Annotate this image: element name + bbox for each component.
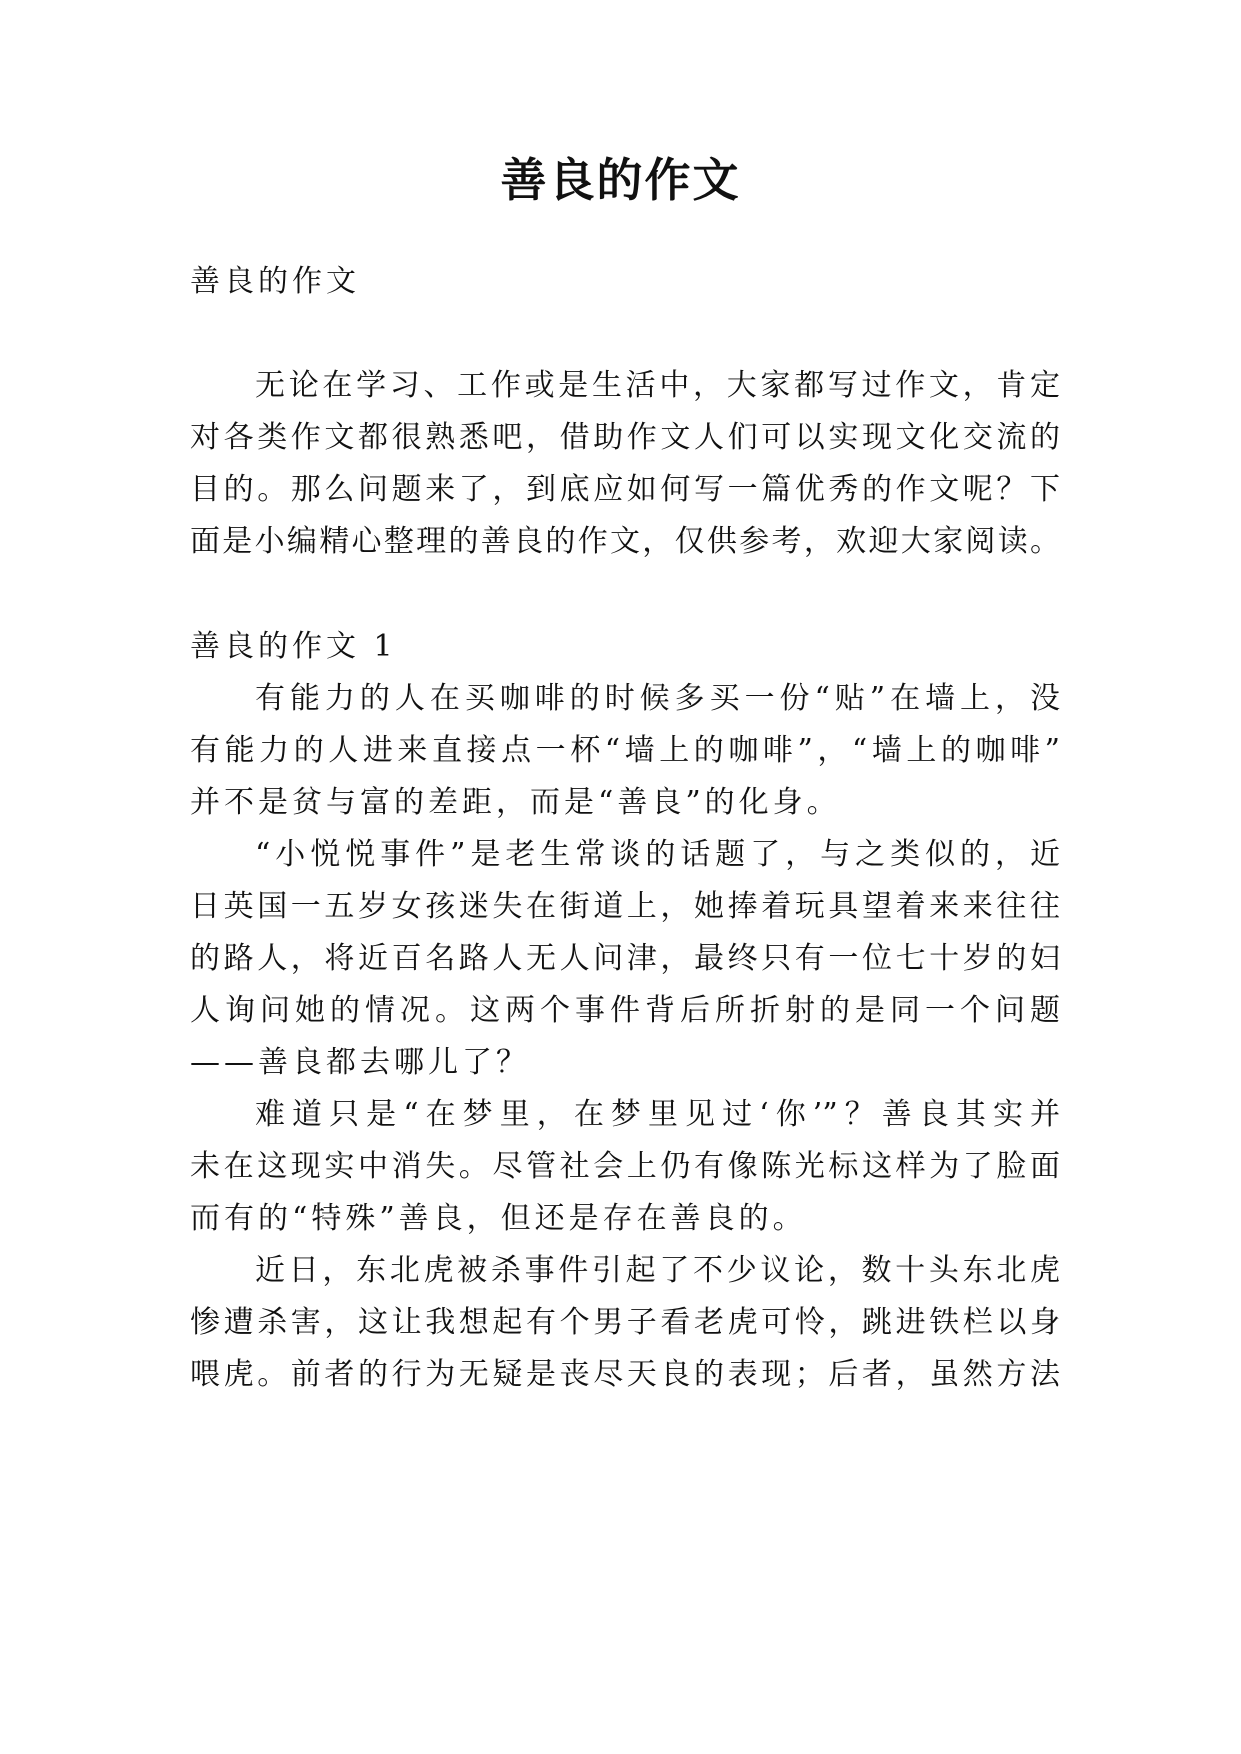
paragraph-line: 喂虎。前者的行为无疑是丧尽天良的表现；后者，虽然方法	[190, 1357, 1060, 1392]
document-subtitle: 善良的作文	[190, 264, 360, 299]
paragraph-line: 惨遭杀害，这让我想起有个男子看老虎可怜，跳进铁栏以身	[190, 1305, 1060, 1340]
paragraph-line: 而有的“特殊”善良，但还是存在善良的。	[190, 1201, 807, 1236]
document-title: 善良的作文	[500, 153, 741, 207]
paragraph-line: “小悦悦事件”是老生常谈的话题了，与之类似的，近	[255, 837, 1060, 872]
paragraph-line: 有能力的人在买咖啡的时候多买一份“贴”在墙上，没	[255, 681, 1060, 716]
paragraph-line: 有能力的人进来直接点一杯“墙上的咖啡”，“墙上的咖啡”	[190, 733, 1060, 768]
paragraph-line: ——善良都去哪儿了？	[190, 1045, 530, 1080]
paragraph-line: 无论在学习、工作或是生活中，大家都写过作文，肯定	[255, 368, 1060, 403]
paragraph-line: 并不是贫与富的差距，而是“善良”的化身。	[190, 785, 841, 820]
paragraph-line: 目的。那么问题来了，到底应如何写一篇优秀的作文呢？下	[190, 472, 1060, 507]
paragraph-line: 难道只是“在梦里，在梦里见过‘你’”？善良其实并	[255, 1097, 1060, 1132]
paragraph-line: 近日，东北虎被杀事件引起了不少议论，数十头东北虎	[255, 1253, 1060, 1288]
paragraph-line: 对各类作文都很熟悉吧，借助作文人们可以实现文化交流的	[190, 420, 1060, 455]
paragraph-line: 的路人，将近百名路人无人问津，最终只有一位七十岁的妇	[190, 941, 1060, 976]
paragraph-line: 面是小编精心整理的善良的作文，仅供参考，欢迎大家阅读。	[190, 524, 1060, 559]
paragraph-line: 未在这现实中消失。尽管社会上仍有像陈光标这样为了脸面	[190, 1149, 1060, 1184]
paragraph-line: 日英国一五岁女孩迷失在街道上，她捧着玩具望着来来往往	[190, 889, 1060, 924]
paragraph-line: 人询问她的情况。这两个事件背后所折射的是同一个问题	[190, 993, 1060, 1028]
section-heading: 善良的作文 1	[190, 629, 397, 664]
